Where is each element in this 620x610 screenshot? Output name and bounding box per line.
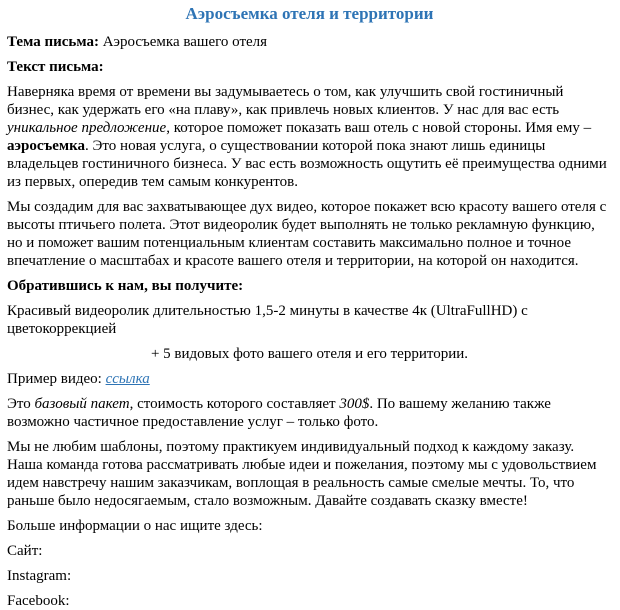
- intro-run-3: , которое поможет показать ваш отель с новой стороны. Имя ему –: [166, 120, 592, 136]
- intro-aerial-bold: аэросъемка: [7, 138, 86, 154]
- subject-label: Тема письма:: [7, 34, 99, 50]
- offer-video-line: Красивый видеоролик длительностью 1,5-2 минуты в качестве 4к (UltraFullHD) с цветокоррекцией: [7, 303, 528, 337]
- price-base-package-italic: базовый пакет: [34, 396, 130, 412]
- intro-run-5: . Это новая услуга, о существовании которой пока знают лишь единицы владельцев гостиничного бизнеса. У вас есть возможность ощутить её преимущества одними из первых, опередив тем самым конкурентов.: [7, 138, 607, 190]
- page-title: Аэросъемка отеля и территории: [185, 4, 434, 23]
- offer-photo-line: + 5 видовых фото вашего отеля и его территории.: [150, 346, 469, 362]
- price-run-5: . По вашему желанию также возможно частичное предоставление услуг – только фото.: [7, 396, 551, 430]
- price-run-3: , стоимость которого составляет: [129, 396, 340, 412]
- sample-video-line: [7, 370, 612, 388]
- instagram-label-line: Instagram:: [7, 568, 72, 584]
- body-label: Текст письма:: [7, 59, 104, 75]
- intro-paragraph: [7, 83, 612, 191]
- price-paragraph: [7, 395, 612, 431]
- cta-heading-text: Обратившись к нам, вы получите:: [7, 278, 244, 294]
- sample-video-label: Пример видео:: [7, 371, 106, 387]
- subject-line: [7, 33, 612, 51]
- video-paragraph: Мы создадим для вас захватывающее дух видео, которое покажет всю красоту вашего отеля с высоты птичьего полета. Этот видеоролик будет выполнять не только рекламную функцию, но и поможет вашим потенциальным клиентам составить максимально полное и точное впечатление о масштабах и красоте вашего отеля и территории, на которой он находится.: [7, 199, 607, 269]
- sample-video-link[interactable]: ссылка: [105, 371, 150, 387]
- facebook-label-line: Facebook:: [7, 593, 70, 609]
- price-amount-italic: 300$: [339, 396, 370, 412]
- price-run-1: Это: [7, 396, 35, 412]
- body-label-line: [7, 58, 612, 76]
- closing-paragraph: Мы не любим шаблоны, поэтому практикуем индивидуальный подход к каждому заказу. Наша команда готова рассматривать любые идеи и пожелания, поэтому мы с удовольствием идем навстречу нашим заказчикам, воплощая в реальность самые смелые мечты. То, что раньше было недосягаемым, стало возможным. Давайте создавать сказку вместе!: [7, 439, 597, 509]
- intro-unique-offer-italic: уникальное предложение: [7, 120, 167, 136]
- intro-run-1: Наверняка время от времени вы задумываетесь о том, как улучшить свой гостиничный бизнес, как удержать его «на плаву», как привлечь новых клиентов. У нас для вас есть: [7, 84, 564, 118]
- more-info-line: Больше информации о нас ищите здесь:: [7, 518, 263, 534]
- site-label-line: Сайт:: [7, 543, 43, 559]
- cta-heading: [7, 277, 612, 295]
- subject-value: Аэросъемка вашего отеля: [98, 34, 268, 50]
